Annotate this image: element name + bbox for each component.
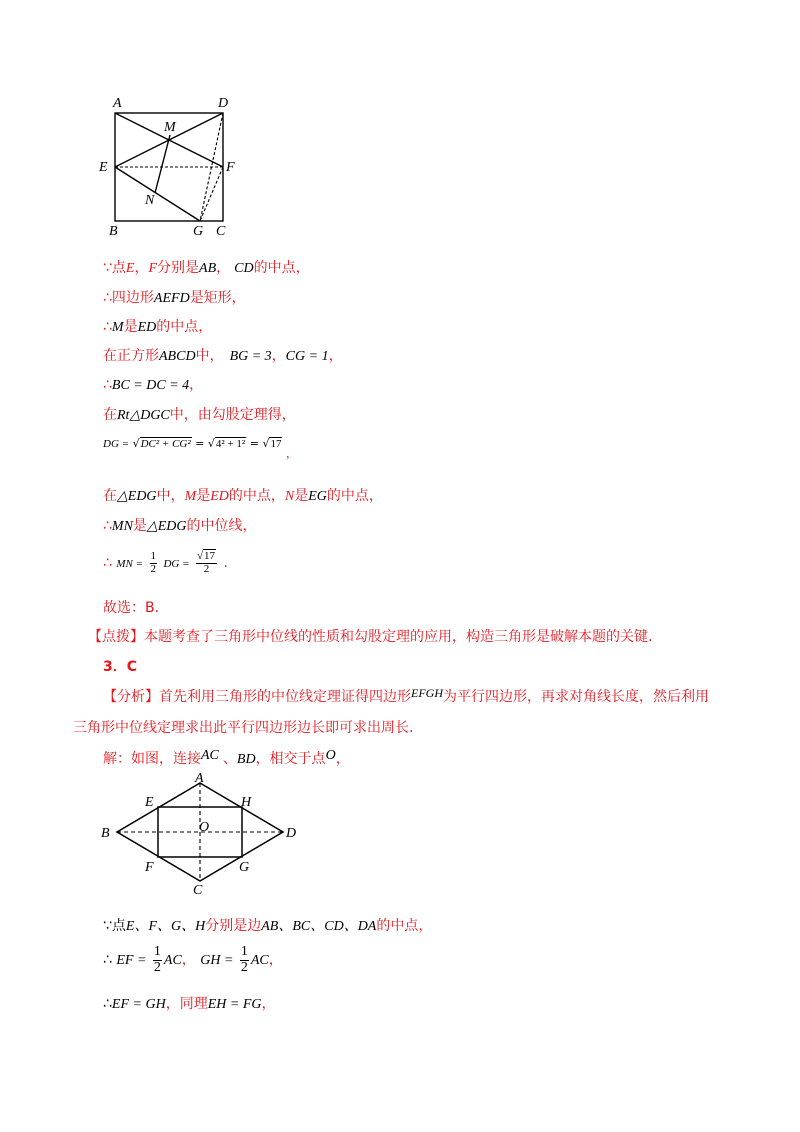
s2-line1: ∵点E、F、G、H分别是边AB、BC、CD、DA的中点， xyxy=(103,918,433,934)
solution-intro: 解：如图，连接AC 、BD，相交于点O， xyxy=(103,748,350,767)
s1-line9: ∴MN是△EDG的中位线， xyxy=(103,518,257,534)
segment-fg-dashed xyxy=(200,167,223,221)
s1-line8: 在△EDG中，M是ED的中点，N是EG的中点， xyxy=(103,488,383,504)
label-m: M xyxy=(164,120,176,135)
s1-line7-formula: DG = √DC² + CG² = √4² + 1² = √17 ， xyxy=(103,437,297,460)
fig2-label-h: H xyxy=(241,795,252,810)
fig2-label-c: C xyxy=(193,883,203,898)
fig2-label-a: A xyxy=(195,771,204,786)
s1-line6: 在Rt△DGC中，由勾股定理得， xyxy=(103,407,296,423)
fig2-label-g: G xyxy=(239,860,250,875)
tip-line: 【点拨】本题考查了三角形中位线的性质和勾股定理的应用，构造三角形是破解本题的关键. xyxy=(88,629,653,645)
s2-line3: ∴EF = GH，同理EH = FG， xyxy=(103,996,276,1012)
label-g: G xyxy=(193,224,204,239)
label-n: N xyxy=(145,193,155,208)
fig2-label-b: B xyxy=(101,826,110,841)
segment-dg-dashed xyxy=(200,113,223,221)
label-c: C xyxy=(216,224,226,239)
fig2-label-f: F xyxy=(145,860,154,875)
answer-line: 故选：B. xyxy=(103,600,160,616)
label-f: F xyxy=(226,160,235,175)
fig2-label-o: O xyxy=(199,820,210,835)
fig2-label-e: E xyxy=(145,795,154,810)
s1-line3: ∴M是ED的中点， xyxy=(103,319,213,335)
s1-line4: 在正方形ABCD中， BG = 3，CG = 1， xyxy=(103,348,343,364)
s1-line2: ∴四边形AEFD是矩形， xyxy=(103,290,246,306)
s1-line1: ∵点E，F分别是AB， CD的中点， xyxy=(103,260,310,276)
analysis-line1: 【分析】首先利用三角形的中位线定理证得四边形EFGH为平行四边形，再求对角线长度，然后利用 xyxy=(103,686,709,705)
label-b: B xyxy=(109,224,118,239)
label-e: E xyxy=(99,160,108,175)
segment-eg xyxy=(115,167,200,221)
question3-label: 3．C xyxy=(103,659,138,675)
s2-line2-formula: ∴ EF = $\frac{1}{2}$ AC， GH = $\frac{1}{2}$ AC， xyxy=(103,943,283,975)
figure-rhombus-diagram xyxy=(95,770,305,900)
figure-square-diagram xyxy=(95,90,245,240)
s1-line5: ∴BC = DC = 4， xyxy=(103,377,204,393)
analysis-line2: 三角形中位线定理求出此平行四边形边长即可求出周长. xyxy=(73,720,414,736)
s1-line10-formula: ∴ MN = $\frac{1}{2}$ DG = $\frac{√17}{2}$ . xyxy=(103,549,228,575)
fig2-label-d: D xyxy=(286,826,297,841)
label-d: D xyxy=(218,96,229,111)
label-a: A xyxy=(113,96,122,111)
